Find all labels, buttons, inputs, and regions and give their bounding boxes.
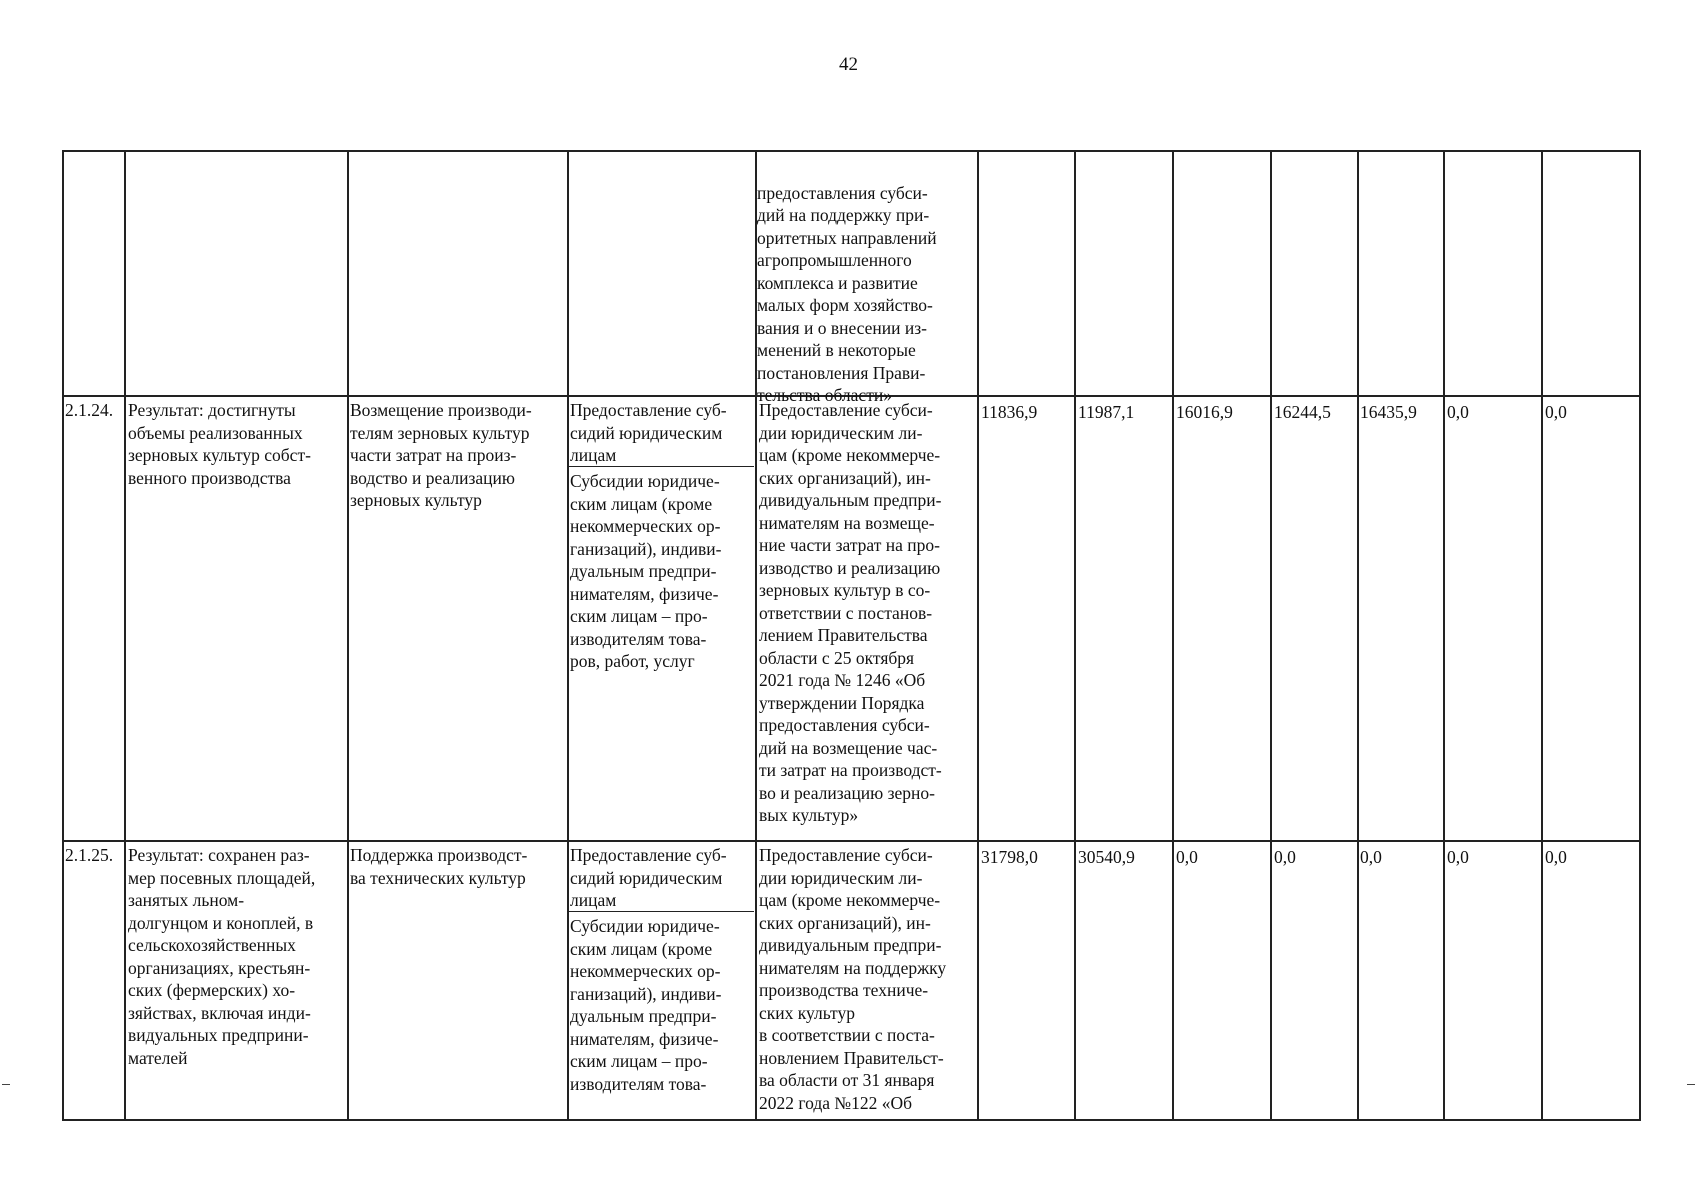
row-number: 2.1.25. [65,845,114,865]
col-divider [1357,150,1359,1121]
form-text: Предоставление суб- сидий юридическим лицам [570,845,727,910]
value-cell: 0,0 [1176,847,1198,867]
row-number: 2.1.24. [65,400,114,420]
row-divider [62,840,1640,842]
value-cell: 0,0 [1447,402,1469,422]
measure-text: Возмещение производи- телям зерновых культур части затрат на произ- водство и реализацию зерновых культур [350,400,532,510]
col-divider [62,150,64,1121]
col-divider [1443,150,1445,1121]
value-cell: 16244,5 [1274,402,1331,422]
col-divider [124,150,126,1121]
page-number: 42 [839,54,858,75]
margin-mark [2,1084,10,1085]
value-cell: 0,0 [1360,847,1382,867]
col-divider [1172,150,1174,1121]
col-divider [1074,150,1076,1121]
measure-text: Поддержка производст- ва технических культур [350,845,528,888]
form-type-text: Субсидии юридиче- ским лицам (кроме некоммерческих ор- ганизаций), индиви- дуальным предпри- нимателям, физиче- ским лицам – про- изводителям това- ров, работ, услуг [570,471,722,671]
form-text: Предоставление суб- сидий юридическим лицам [570,400,727,465]
legal-basis-text: Предоставление субси- дии юридическим ли- цам (кроме некоммерче- ских организаций), ин- дивидуальным предпри- нимателям на возмеще- ние части затрат на про- изводство и реализацию зерновых культур в со- ответствии с постанов- лением Правительства области с 25 октября 2021 года № 1246 «Об утверждении Порядка предоставления субси- дий на возмещение час- ти затрат на производст- во и реализацию зерно- вых культур» [759,400,942,825]
value-cell: 16435,9 [1360,402,1417,422]
col-divider [1270,150,1272,1121]
value-cell: 11987,1 [1078,402,1135,422]
value-cell: 0,0 [1545,847,1567,867]
form-type-text: Субсидии юридиче- ским лицам (кроме некоммерческих ор- ганизаций), индиви- дуальным предпри- нимателям, физиче- ским лицам – про- изводителям това- [570,916,722,1094]
col-divider [1541,150,1543,1121]
legal-basis-text: предоставления субси- дий на поддержку при- оритетных направлений агропромышленного комплекса и развитие малых форм хозяйство- вания и о внесении из- менений в некоторые постановления Прави- тельства области» [757,182,937,405]
col-divider [347,150,349,1121]
col-divider [977,150,979,1121]
table-row [757,159,975,405]
col-divider [567,150,569,1121]
value-cell: 0,0 [1274,847,1296,867]
result-text: Результат: сохранен раз- мер посевных площадей, занятых льном- долгунцом и коноплей, в сельскохозяйственных организациях, крестьян- ских (фермерских) хо- зяйствах, включая инди- видуальных предприни- мателей [128,845,316,1068]
value-cell: 31798,0 [981,847,1038,867]
margin-mark [1687,1084,1695,1085]
legal-basis-text: Предоставление субси- дии юридическим ли- цам (кроме некоммерче- ских организаций), ин- дивидуальным предпри- нимателям на поддержку производства техниче- ских культур в соответствии с поста- новлением Правительст- ва области от 31 января 2022 года №122 «Об [759,845,947,1113]
value-cell: 30540,9 [1078,847,1135,867]
value-cell: 11836,9 [981,402,1038,422]
value-cell: 0,0 [1447,847,1469,867]
table-border-bottom [62,1119,1640,1121]
table-border-right [1639,150,1641,1121]
table-border-top [62,150,1640,152]
value-cell: 0,0 [1545,402,1567,422]
result-text: Результат: достигнуты объемы реализованных зерновых культур собст- венного производства [128,400,311,488]
value-cell: 16016,9 [1176,402,1233,422]
